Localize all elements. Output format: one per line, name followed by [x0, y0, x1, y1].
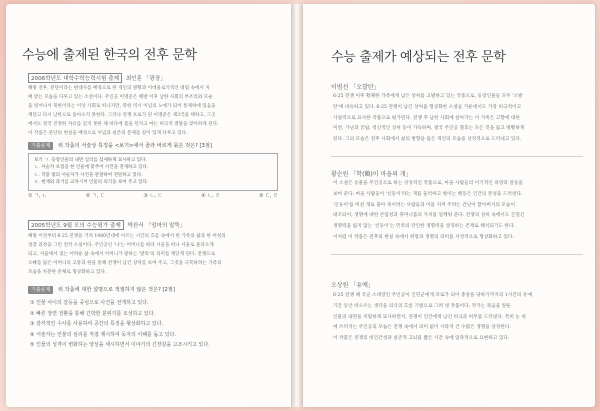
choice-3: ③ ㄴ, ㄷ: [143, 193, 163, 199]
section-line: 이 작품은 전쟁의 비인간성과 실존적 고뇌를 짧은 시간 속에 압축적으로 표현하고 있다.: [333, 336, 510, 342]
q1-passage-line: 해방 전후, 분단이라는 현대사를 배경으로 한 개인의 방황과 이데올로기적인 대립 속에서 지: [28, 86, 210, 91]
q1-passage-line: 깨닫고 다시 남한으로 돌아오지 못한다. 그러나 전쟁 포로가 된 이명준은 제3국을 택하고, 그곳: [28, 113, 216, 118]
example-line: ㄹ. 현재와 과거를 교차시켜 인물의 의식을 보여 주고 있다.: [34, 180, 149, 186]
section-line: 인물의 내면을 치밀하게 묘사하면서, 전쟁이 인간에게 남긴 비극과 허무를 드러낸다. 특히 눈 위: [333, 314, 526, 320]
section-line: 이처럼 이 작품은 전후의 현실 속에서 희망과 생명의 의미를 서정적으로 형상화하고 있다.: [333, 234, 514, 240]
q1-question: [28, 142, 278, 150]
section-line: 이 소설은 동물을 주인공으로 하는 상징적인 작품으로, 마을 사람들의 이기적인 욕망과 갈등을: [333, 181, 523, 186]
q2-option: ⑤ 인물의 성격이 변화하는 양상을 세시하면서 이야기의 긴장감을 고조시키고 있다.: [30, 342, 210, 348]
section-line: 탄'에 비유하고 있다. 6·25 전쟁이 남긴 상처를 형상화한 소설들 가운데서도 가장 비극적이고: [333, 104, 522, 110]
q1-header: [28, 73, 166, 83]
section-line: 미련, 가난과 궁핍, 정신적인 상처 등이 가득하며, 결국 주인공 철호는 모든 것을 잃고 방황하게: [333, 126, 525, 132]
q2-question-text: 위 작품에 대한 설명으로 적절하지 않은 것은? [2점]: [57, 287, 175, 293]
q1-passage-line: 에서도 결국 진정한 자유를 얻지 못한 채 바다에 몸을 던지고 마는 비극적 결말을 맞이하게 된다.: [28, 122, 219, 127]
q1-passage-line: 을 벗어나서 북한이라는 이상 사회로 떠나지만, 북한 역시 이념의 노예가 되어 통제하에 있음을: [28, 104, 216, 109]
q2-question: [28, 286, 278, 294]
section-text-obaltan: [333, 92, 583, 146]
choice-5: ⑤ ㄷ, ㄹ: [259, 193, 278, 199]
section-line: 대조되어, 생명에 대한 존엄성과 휴머니즘의 가치를 일깨워 준다. 전쟁의 상처 속에서도 끈질긴: [333, 213, 525, 219]
q1-question-text: 위 작품의 서술상 특징을 <보기>에서 골라 바르게 묶은 것은? [3점]: [57, 143, 212, 149]
q2-option: ④ 서술자는 인물의 심리를 직접 제시하여 독자의 이해를 돕고 있다.: [30, 331, 176, 338]
section-line: 6·25 전쟁 때 국군 소대장인 주인공이 인민군에게 포로가 되어 총살을 당하기까지의 1시간의 유예: [333, 293, 532, 298]
section-line: 6·25 전쟁 이후 황폐한 가족에게 남은 상처를 고발하고 있는 작품으로, 등장인물들 모두 '오발: [333, 94, 523, 99]
section-line: 보여 준다. 마을 사람들이 '신둥이'라는 개를 둘러싸고 벌이는 행동은 인간의 본성을 드러낸다.: [333, 191, 523, 197]
q2-passage: [28, 232, 278, 277]
q2-passage-line: 되고, 서울에서 겪는 어려운 삶 속에서 어머니가 말하는 '말뚝'의 의미를 깨닫게 된다. 전쟁으로: [28, 252, 216, 257]
q1-header-title: 최인훈 「광장」: [125, 76, 166, 82]
q2-option: ② 빠른 장면 전환을 통해 긴박한 분위기를 조성하고 있다.: [30, 310, 156, 317]
q2-passage-line: 해방 이전부터 6·25 전쟁을 거쳐 1980년대에 이르는 시간의 흐름 속에서 한 가족의 삶과 한 여성의: [28, 234, 226, 239]
right-page: [303, 4, 595, 407]
q2-passage-line: 성장 과정을 그린 연작 소설이다. 주인공인 '나'는 어머니를 따라 시골을 떠나 서울로 올라오게: [28, 243, 214, 248]
q2-header-tag: 2005학년도 9월 모의 수능평가 출제: [28, 220, 124, 230]
choice-2: ② ㄱ, ㄷ: [85, 193, 105, 199]
left-page: [6, 4, 291, 407]
q2-header: [28, 220, 186, 230]
q2-passage-line: 모습을 차분한 문체로 형상화하고 있다.: [28, 270, 107, 275]
section-line: 에 쓰러지는 주인공의 모습은 전쟁 속에서 의미 없이 사라져 간 수많은 생명을 상징한다.: [333, 325, 511, 331]
section-text-mokneomi: [333, 179, 583, 244]
q2-options: [30, 298, 278, 351]
choice-1: ① ㄱ, ㄴ: [28, 193, 47, 199]
section-line: 기간 동안 떠오르는 생각을 의식의 흐름 기법으로 그려 낸 작품이다. 작가는 죽음을 앞둔: [333, 303, 511, 309]
example-line: ㄴ. 서술자 초점을 한 인물에 맞추어 사건을 전개하고 있다.: [34, 165, 149, 171]
q2-header-title: 박완서 「엄마의 말뚝」: [127, 223, 186, 229]
section-label-obaltan: 이범선 「오발탄」: [331, 84, 380, 91]
q2-option: ① 인물 사이의 갈등을 중심으로 사건을 전개하고 있다.: [30, 300, 149, 306]
q1-passage-line: 배 받는 모습을 다루고 있는 소설이다. 주인공 이명준은 해방 이후 남한 사회의 부조리와 모순: [28, 95, 213, 100]
section-line: 생명력을 잃지 않는 '신둥이'는 민족의 강인한 생명력을 상징하는 존재로 해석되기도 한다.: [333, 224, 515, 230]
section-divider: [331, 156, 583, 157]
left-page-title: 수능에 출제된 한국의 전후 문학: [22, 48, 197, 63]
section-divider: [331, 254, 583, 255]
q1-example-box: [28, 153, 278, 191]
section-line: 사실적으로 묘사한 작품으로 평가된다. 전쟁 후 남한 사회에 살아가는 이 가족은 고향에 대한: [333, 115, 520, 121]
q1-question-tag: 기출문제: [28, 142, 53, 150]
book-gutter: [291, 4, 303, 407]
example-line: ㄷ. 작품 밖의 서술자가 사건을 관찰하여 전달하고 있다.: [34, 172, 143, 178]
section-line: 된다. 그의 모습은 전후 사회에서 삶의 방향을 잃은 개인의 모습을 상징적으로 드러내고 있다.: [333, 137, 522, 143]
section-label-yuye: 오상원 「유예」: [331, 282, 374, 289]
q1-header-tag: 2006학년도 대학수학능력시험 출제: [28, 73, 122, 83]
q1-passage-line: 이 작품은 분단의 현실을 배경으로 이념과 실존의 문제를 깊이 있게 다루고 있다.: [28, 131, 188, 136]
example-line: 보기 ㄱ. 등장인물의 내면 심리를 섬세하게 묘사하고 있다.: [34, 158, 147, 163]
q2-passage-line: 오빠를 잃은 어머니의 고통과 한을 통해 전쟁이 남긴 상처를 보여 주고, 그것을 극복하려는 가족의: [28, 261, 222, 266]
q1-choices: [28, 192, 278, 199]
right-page-title: 수능 출제가 예상되는 전후 문학: [331, 50, 506, 65]
choice-4: ④ ㄴ, ㄹ: [201, 193, 221, 199]
q1-passage: [28, 84, 278, 138]
section-label-mokneomi: 황순원 「학(鶴)이 마을의 개」: [331, 171, 412, 178]
q2-question-tag: 기출문제: [28, 286, 53, 294]
section-line: '신둥이'를 미친 개로 몰아 죽이려는 사람들과 이를 지켜 주려는 간난이 할아버지의 모습이: [333, 202, 515, 208]
section-text-yuye: [333, 291, 583, 345]
q2-option: ③ 감각적인 수사를 사용하여 공간의 특징을 형상화하고 있다.: [30, 321, 164, 327]
